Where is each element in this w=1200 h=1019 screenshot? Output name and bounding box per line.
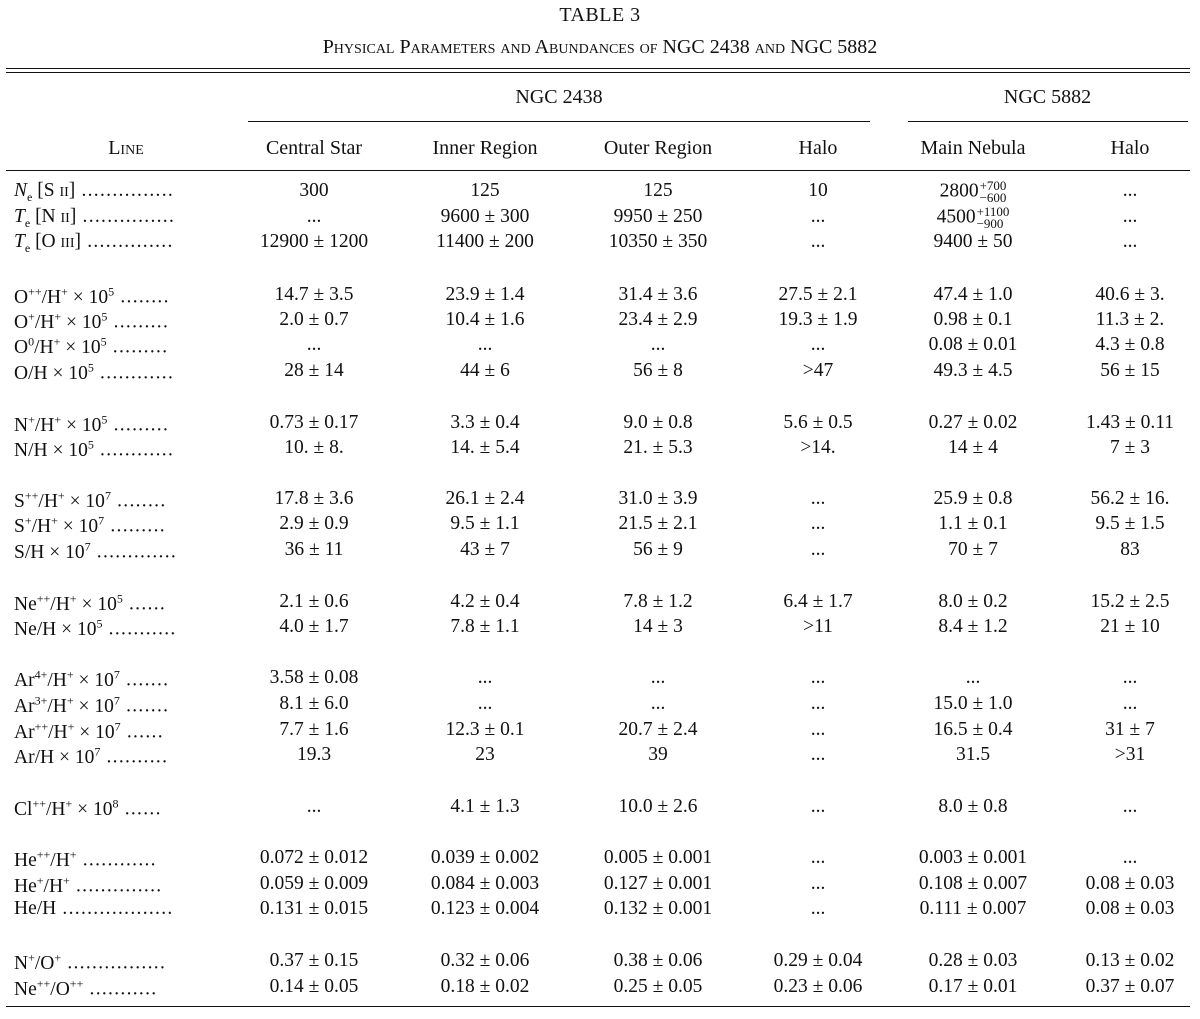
row-label-text: He++/H+ xyxy=(14,847,77,871)
table-cell: 0.003 ± 0.001 xyxy=(918,847,1028,868)
table-cell: 25.9 ± 0.8 xyxy=(933,488,1013,509)
column-header-outer-region: Outer Region xyxy=(603,137,713,159)
table-title: TABLE 3 xyxy=(559,4,641,26)
table-cell: 1.1 ± 0.1 xyxy=(938,513,1008,534)
table-cell: 56 ± 15 xyxy=(1100,360,1160,381)
row-label xyxy=(14,693,238,718)
table-cell: 7.7 ± 1.6 xyxy=(279,719,349,740)
table-cell: 0.98 ± 0.1 xyxy=(933,309,1013,330)
row-label-text: $O^{++}/H^+ \times 10^5$ xyxy=(14,284,115,308)
table-cell: 19.3 xyxy=(296,744,332,765)
table-cell: 14. ± 5.4 xyxy=(450,437,520,458)
table-cell: 14 ± 3 xyxy=(633,616,683,637)
table-cell: 0.08 ± 0.01 xyxy=(928,334,1018,355)
table-cell: ... xyxy=(965,667,981,688)
table-cell: 49.3 ± 4.5 xyxy=(933,360,1013,381)
row-label-text: $T_e$ [N ii] xyxy=(14,206,77,230)
table-cell: 28 ± 14 xyxy=(284,360,344,381)
row-label-text: $Ne^{++}/H^+ \times 10^5$ xyxy=(14,591,123,615)
table-cell: ... xyxy=(810,796,826,817)
row-label-text: $S^{++}/H^+ \times 10^7$ xyxy=(14,488,111,512)
table-cell: 4.3 ± 0.8 xyxy=(1095,334,1165,355)
row-label-text: $Ar^{3+}/H^+ \times 10^7$ xyxy=(14,693,120,717)
table-cell: 0.37 ± 0.07 xyxy=(1085,976,1175,997)
row-label xyxy=(14,950,238,975)
table-cell: 0.005 ± 0.001 xyxy=(603,847,713,868)
table-cell: ... xyxy=(1122,796,1138,817)
table-cell: 2.9 ± 0.9 xyxy=(279,513,349,534)
table-cell: 26.1 ± 2.4 xyxy=(445,488,525,509)
row-leader-dots: ............... xyxy=(76,206,176,227)
table-cell: ... xyxy=(810,898,826,919)
row-leader-dots: ...... xyxy=(122,593,167,615)
table-cell: 0.127 ± 0.001 xyxy=(603,873,713,894)
row-leader-dots: .......... xyxy=(100,746,169,768)
table-cell: ... xyxy=(1122,180,1138,201)
row-label-text: $N_e$ [S ii] xyxy=(14,180,76,204)
table-cell: 9.0 ± 0.8 xyxy=(623,412,693,433)
row-label-text: $Ar^{4+}/H^+ \times 10^7$ xyxy=(14,667,120,691)
table-cell: 15.0 ± 1.0 xyxy=(933,693,1013,714)
table-cell: 9.5 ± 1.1 xyxy=(450,513,520,534)
table-cell: 11.3 ± 2. xyxy=(1095,309,1165,330)
table-subtitle: Physical Parameters and Abundances of NGC 2438 and NGC 5882 xyxy=(322,36,878,58)
table-cell: ... xyxy=(810,667,826,688)
table-cell: 44 ± 6 xyxy=(460,360,510,381)
table-cell: 83 xyxy=(1120,539,1140,560)
table-cell: 31.0 ± 3.9 xyxy=(618,488,698,509)
table-cell: 300 xyxy=(299,180,329,201)
table-cell: >14. xyxy=(800,437,836,458)
table-cell: ... xyxy=(1122,206,1138,227)
table-cell: 0.08 ± 0.03 xyxy=(1085,873,1175,894)
table-cell: 0.084 ± 0.003 xyxy=(430,873,540,894)
table-cell: 9600 ± 300 xyxy=(440,206,530,227)
table-cell: 31.5 xyxy=(955,744,991,765)
table-cell: ... xyxy=(1122,231,1138,252)
row-label xyxy=(14,847,238,872)
table-cell: 0.13 ± 0.02 xyxy=(1085,950,1175,971)
row-leader-dots: ............. xyxy=(90,541,178,563)
row-label xyxy=(14,437,238,462)
table-cell: 8.0 ± 0.8 xyxy=(938,796,1008,817)
table-cell: ... xyxy=(650,334,666,355)
row-label xyxy=(14,180,238,205)
row-label xyxy=(14,719,238,744)
column-header-halo-2438: Halo xyxy=(798,137,838,159)
table-cell: ... xyxy=(477,334,493,355)
table-cell: 10. ± 8. xyxy=(284,437,344,458)
table-cell: ... xyxy=(1122,693,1138,714)
table-cell: 10 xyxy=(808,180,828,201)
table-cell: >47 xyxy=(802,360,834,381)
table-cell: 7 ± 3 xyxy=(1110,437,1150,458)
table-cell: ... xyxy=(306,334,322,355)
table-cell: ... xyxy=(810,847,826,868)
table-cell: 21.5 ± 2.1 xyxy=(618,513,698,534)
table-cell: 8.1 ± 6.0 xyxy=(279,693,349,714)
table-cell: 10.0 ± 2.6 xyxy=(618,796,698,817)
table-cell: ... xyxy=(477,667,493,688)
table-cell: 0.38 ± 0.06 xyxy=(613,950,703,971)
table-cell: 1.43 ± 0.11 xyxy=(1086,412,1174,433)
group-header-ngc5882: NGC 5882 xyxy=(1003,86,1092,108)
table-cell: 0.132 ± 0.001 xyxy=(603,898,713,919)
table-cell: 125 xyxy=(470,180,500,201)
table-cell: 56.2 ± 16. xyxy=(1090,488,1170,509)
table-cell: 21 ± 10 xyxy=(1100,616,1160,637)
table-cell: ... xyxy=(810,513,826,534)
row-leader-dots: ......... xyxy=(106,336,169,358)
table-cell: 0.08 ± 0.03 xyxy=(1085,898,1175,919)
table-cell: 23.4 ± 2.9 xyxy=(618,309,698,330)
table-cell: 3.58 ± 0.08 xyxy=(269,667,359,688)
table-cell: 4500 +1100 −900 xyxy=(936,204,1010,231)
row-label xyxy=(14,412,238,437)
table-cell: ... xyxy=(810,334,826,355)
row-label-text: $N^+/H^+ \times 10^5$ xyxy=(14,412,108,436)
table-cell: 2.1 ± 0.6 xyxy=(279,591,349,612)
table-cell: 9950 ± 250 xyxy=(613,206,703,227)
row-leader-dots: ................ xyxy=(61,952,167,974)
table-cell: 9.5 ± 1.5 xyxy=(1095,513,1165,534)
table-cell: 12.3 ± 0.1 xyxy=(445,719,525,740)
row-label-text: $O/H \times 10^5$ xyxy=(14,360,94,384)
table-cell: 8.4 ± 1.2 xyxy=(938,616,1008,637)
row-leader-dots: ............ xyxy=(93,439,175,461)
table-cell: 23.9 ± 1.4 xyxy=(445,284,525,305)
table-cell: ... xyxy=(650,693,666,714)
table-cell: 31 ± 7 xyxy=(1105,719,1155,740)
table-cell: 21. ± 5.3 xyxy=(623,437,693,458)
table-cell: 10.4 ± 1.6 xyxy=(445,309,525,330)
row-label-text: $S^+/H^+ \times 10^7$ xyxy=(14,513,105,537)
column-header-inner-region: Inner Region xyxy=(432,137,538,159)
row-label-text: $Ar^{++}/H^+ \times 10^7$ xyxy=(14,719,121,743)
row-leader-dots: ............ xyxy=(93,362,175,384)
row-leader-dots: ......... xyxy=(107,311,170,333)
row-label-text: $O^+/H^+ \times 10^5$ xyxy=(14,309,108,333)
row-leader-dots: ............... xyxy=(75,180,175,201)
row-leader-dots: .............. xyxy=(81,231,174,252)
table-cell: 0.25 ± 0.05 xyxy=(613,976,703,997)
table-bottom-rule xyxy=(6,1006,1190,1007)
table-cell: 39 xyxy=(648,744,668,765)
table-cell: 7.8 ± 1.1 xyxy=(450,616,520,637)
table-cell: 56 ± 9 xyxy=(633,539,683,560)
table-cell: 0.14 ± 0.05 xyxy=(269,976,359,997)
table-cell: 0.059 ± 0.009 xyxy=(259,873,369,894)
row-label-text: $N/H \times 10^5$ xyxy=(14,437,94,461)
table-cell: 0.37 ± 0.15 xyxy=(269,950,359,971)
row-leader-dots: ...... xyxy=(118,798,162,820)
row-leader-dots: ...... xyxy=(120,721,164,743)
table-cell: 0.17 ± 0.01 xyxy=(928,976,1018,997)
table-cell: 0.18 ± 0.02 xyxy=(440,976,530,997)
table-cell: 5.6 ± 0.5 xyxy=(783,412,853,433)
table-cell: 0.072 ± 0.012 xyxy=(259,847,369,868)
row-label xyxy=(14,284,238,309)
table-cell: 47.4 ± 1.0 xyxy=(933,284,1013,305)
row-leader-dots: ....... xyxy=(119,695,170,717)
table-cell: 20.7 ± 2.4 xyxy=(618,719,698,740)
row-label-text: Ne++/O++ xyxy=(14,976,84,1000)
table-cell: ... xyxy=(810,231,826,252)
table-cell: ... xyxy=(1122,847,1138,868)
row-label-text: $Ar/H \times 10^7$ xyxy=(14,744,101,768)
table-cell: 0.23 ± 0.06 xyxy=(773,976,863,997)
row-label xyxy=(14,488,238,513)
row-leader-dots: ........ xyxy=(114,286,170,308)
row-leader-dots: ........... xyxy=(102,618,177,640)
column-header-line: Line xyxy=(108,137,144,159)
table-cell: 0.73 ± 0.17 xyxy=(269,412,359,433)
group-header-ngc2438: NGC 2438 xyxy=(515,86,603,108)
row-label xyxy=(14,309,238,334)
table-cell: ... xyxy=(306,206,322,227)
table-cell: 4.0 ± 1.7 xyxy=(279,616,349,637)
row-label-text: N+/O+ xyxy=(14,950,62,974)
row-label-text: $Ne/H \times 10^5$ xyxy=(14,616,103,640)
table-cell: 7.8 ± 1.2 xyxy=(623,591,693,612)
row-leader-dots: .............. xyxy=(69,875,163,897)
table-cell: 27.5 ± 2.1 xyxy=(778,284,858,305)
table-cell: 19.3 ± 1.9 xyxy=(778,309,858,330)
table-cell: 23 xyxy=(475,744,495,765)
row-label xyxy=(14,744,238,769)
table-cell: ... xyxy=(810,206,826,227)
row-leader-dots: ........... xyxy=(83,978,158,1000)
row-label xyxy=(14,616,238,641)
table-cell: 11400 ± 200 xyxy=(436,231,534,252)
table-cell: ... xyxy=(810,488,826,509)
table-cell: 3.3 ± 0.4 xyxy=(450,412,520,433)
row-label xyxy=(14,206,238,231)
table-cell: 12900 ± 1200 xyxy=(259,231,369,252)
row-label-text: He+/H+ xyxy=(14,873,70,897)
table-cell: 31.4 ± 3.6 xyxy=(618,284,698,305)
table-cell: ... xyxy=(810,693,826,714)
table-cell: ... xyxy=(650,667,666,688)
table-cell: ... xyxy=(810,873,826,894)
column-header-central-star: Central Star xyxy=(265,137,363,159)
row-label-text: $T_e$ [O iii] xyxy=(14,231,82,255)
row-label xyxy=(14,513,238,538)
table-cell: 40.6 ± 3. xyxy=(1095,284,1165,305)
row-label xyxy=(14,796,238,821)
row-label-text: $O^0/H^+ \times 10^5$ xyxy=(14,334,107,358)
table-cell: 4.1 ± 1.3 xyxy=(450,796,520,817)
table-cell: ... xyxy=(1122,667,1138,688)
table-cell: 0.131 ± 0.015 xyxy=(259,898,369,919)
row-leader-dots: ......... xyxy=(104,515,166,537)
row-label xyxy=(14,334,238,359)
table-cell: 0.32 ± 0.06 xyxy=(440,950,530,971)
table-cell: 0.123 ± 0.004 xyxy=(430,898,540,919)
table-cell: ... xyxy=(810,744,826,765)
row-label xyxy=(14,539,238,564)
table-cell: 2.0 ± 0.7 xyxy=(279,309,349,330)
table-cell: 8.0 ± 0.2 xyxy=(938,591,1008,612)
table-cell: 0.108 ± 0.007 xyxy=(918,873,1028,894)
table-cell: 0.27 ± 0.02 xyxy=(928,412,1018,433)
row-leader-dots: ........ xyxy=(110,490,167,512)
table-cell: 70 ± 7 xyxy=(948,539,998,560)
table-cell: 56 ± 8 xyxy=(633,360,683,381)
table-cell: 0.29 ± 0.04 xyxy=(773,950,863,971)
table-cell: 36 ± 11 xyxy=(284,539,344,560)
row-label xyxy=(14,976,238,1001)
table-cell: 15.2 ± 2.5 xyxy=(1090,591,1170,612)
table-cell: 17.8 ± 3.6 xyxy=(274,488,354,509)
table-cell: 0.28 ± 0.03 xyxy=(928,950,1018,971)
table-cell: 125 xyxy=(643,180,673,201)
table-cell: >11 xyxy=(803,616,833,637)
row-label-text: $Cl^{++}/H^+ \times 10^8$ xyxy=(14,796,119,820)
table-cell: >31 xyxy=(1114,744,1146,765)
table-cell: 9400 ± 50 xyxy=(933,231,1013,252)
table-cell: 43 ± 7 xyxy=(460,539,510,560)
table-cell: 0.039 ± 0.002 xyxy=(430,847,540,868)
row-leader-dots: ....... xyxy=(119,669,170,691)
table-cell: 10350 ± 350 xyxy=(608,231,708,252)
row-leader-dots: ......... xyxy=(107,414,170,436)
table-cell: ... xyxy=(477,693,493,714)
row-label xyxy=(14,667,238,692)
row-leader-dots: ............ xyxy=(76,849,157,871)
row-label xyxy=(14,898,238,920)
row-leader-dots: .................. xyxy=(56,898,174,919)
column-header-main-nebula: Main Nebula xyxy=(920,137,1026,159)
table-cell: 14.7 ± 3.5 xyxy=(274,284,354,305)
table-cell: ... xyxy=(306,796,322,817)
table-cell: 2800 +700 −600 xyxy=(939,178,1007,205)
table-cell: ... xyxy=(810,539,826,560)
row-label xyxy=(14,360,238,385)
row-label xyxy=(14,873,238,898)
table-cell: 6.4 ± 1.7 xyxy=(783,591,853,612)
table-cell: 14 ± 4 xyxy=(948,437,998,458)
row-label xyxy=(14,591,238,616)
table-cell: 4.2 ± 0.4 xyxy=(450,591,520,612)
row-label-text: $S/H \times 10^7$ xyxy=(14,539,91,563)
row-label xyxy=(14,231,238,256)
table-cell: ... xyxy=(810,719,826,740)
table-cell: 0.111 ± 0.007 xyxy=(919,898,1027,919)
column-header-halo-5882: Halo xyxy=(1110,137,1150,159)
table-cell: 16.5 ± 0.4 xyxy=(933,719,1013,740)
row-label-text: He/H xyxy=(14,898,57,919)
